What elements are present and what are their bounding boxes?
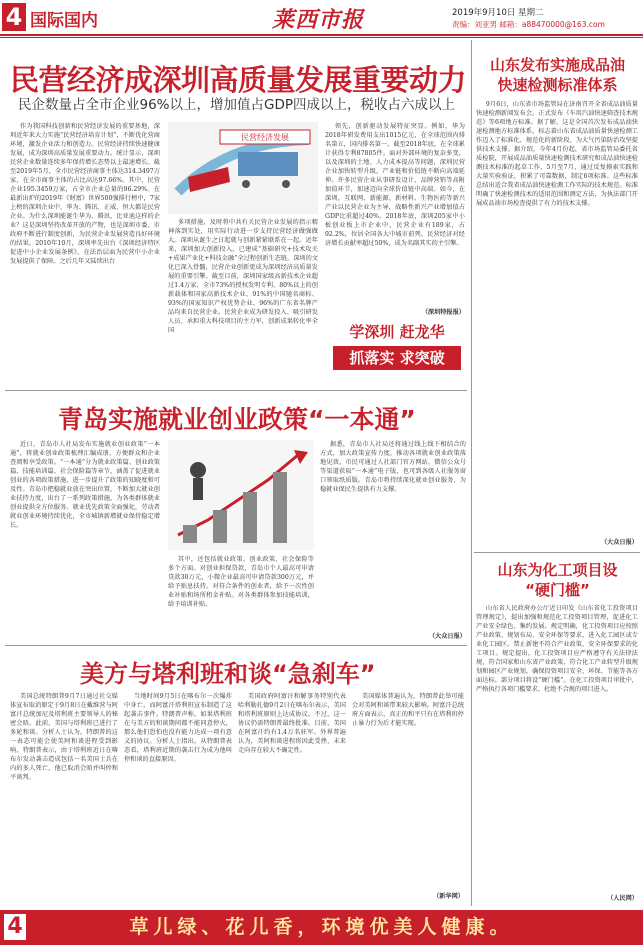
section-divider-2 [5,645,467,646]
talks-col-3: 美国政府阿富汗和解事务特别代表哈利勒扎德9月2日在喀布尔表示，美国和塔利班原则上达成协议。不过，这一协议仍需特朗普最终批准。目前，美国在阿富汗约有1.4万名驻军。外界普遍认为，美阿和谈进程将因此受挫，未来走向存在较大不确定性。 [238,693,346,754]
right2-body: 山东省人民政府办公厅近日印发《山东省化工投资项目管理规定》，提出加强和规范化工投资项目管理，促进化工产业安全绿色、集约发展。规定明确，化工投资项目应按照产业政策、规划布局、安全环保等要求，进入化工园区或专业化工园区。禁止新建不符合产业政策、安全环保要求的化工项目。规定提出，化工投资项目应严格遵守有关法律法规，符合国家和山东省产业政策，符合化工产业转型升级规划和园区产业规划，确保投资项目安全、环保、节能等各方面达标。部分项目将设“硬门槛”。在化工投资项目审批中，严格执行各项门槛要求，杜绝不合规的项目进入。 [476,605,638,693]
right1-source: （大众日报） [600,539,638,546]
banner-slogan: 草儿绿、花儿香，环境优美人健康。 [129,916,514,938]
paper-logo: 莱西市报 [272,7,365,33]
talks-col-1: 美国总统特朗普9月7日通过社交媒体宣布取消原定于9月8日在戴维营与阿富汗总统加尼及塔利班主要领导人的秘密会晤。此前，美国与塔利班已进行了多轮和谈。分析人士认为，特朗普的这一表态可能会使美阿和谈进程受到影响。特朗普表示，由于塔利班近日在喀布尔发动袭击造成包括一名美国士兵在内的多人死亡，他已取消会晤并叫停和平谈判。 [10,693,118,781]
section-title: 国际国内 [30,11,98,31]
qingdao-col-1: 近日，青岛市人社局发布实施就业创业政策“一本通”，将就业创业政策梳理汇编成册，方便群众和企业查阅和享受政策。“一本通”分为就业政策篇、创业政策篇、技能培训篇、社会保险篇等章节，涵盖了促进就业创业的各项政策措施，进一步提升了政策的知晓度和可及性。青岛市把稳就业放在突出位置，不断加大就业创业扶持力度，出台了一系列政策措施，为各类群体就业创业提供全方位服务。就业优先政策全面强化，劳动者就业创业环境持续优化，全市城镇新增就业保持稳定增长。 [10,441,160,529]
qingdao-source: （大众日报） [428,633,466,640]
right1-body: 9月6日，山东省市场监管局在济南召开全省成品油质量快速检测新闻发布会。正式发布《车用汽油快速筛查技术规范》等6项地方标准。据了解，这是全国首次发布成品油快速检测地方标准体系，标志着山东省成品油质量快速检测工作迈入了标准化、规范化的新阶段。为大气污染防治攻坚提供技术支撑。据介绍，今年4月份起，省市场监管局委托省质检院，开展成品油质量快速检测技术研究和成品油快速检测技术标准的起草工作，5月至7月，通过反复摸索实践和大量实验验证，积累了可靠数据，制定6项标准。这些标准总结出适合我省成品油快速检测工作实际的技术规范。标准明确了快速检测技术的适用范围和测定方法，为执法部门开展成品油市场检查提供了有力的技术支撑。 [476,101,638,207]
qingdao-illustration [168,440,314,550]
section-divider-1 [5,390,467,391]
lead-illustration [168,122,318,214]
lead-col-3: 领先，创新驱动发展特征突显。例如，华为2018年研发费用支出1015亿元，在全球范围内排名第五，国内排名第一。截至2018年底，在全球累计获得专利87805件。面对外部环境的复杂多变，以及深圳的土地、人力成本提高等问题，深圳民营企业加快转型升级，产业链和价值链不断向高端延伸。许多民营企业从事研发设计、品牌营销等高附加值环节，加速迈向全球价值链中高端。如今，在深圳，互联网、新能源、新材料、生物医药等新兴产业以民营企业为主导，战略性新兴产业增加值占GDP比重超过40%。2018年底，深圳205家中小板创业板上市企业中，民营企业有189家，占92.2%，位居全国各大中城市前列。民营经济对经济增长贡献率超过50%，成为名副其实的主引擎。 [325,123,465,247]
slogan-box [327,320,467,376]
column-divider [471,40,472,906]
right1-headline: 山东发布实施成品油 快速检测标准体系 [489,56,625,94]
slogan-line-2: 抓落实 求突破 [333,346,461,370]
lead-source: （深圳特报报） [421,309,465,316]
header-rule-thin [0,37,643,38]
qingdao-col-3: 据悉，青岛市人社局还将通过线上线下相结合的方式，加大政策宣传力度，推动各项就业创业政策落地见效。市民可通过人社部门官方网站、微信公众号等渠道获取“一本通”电子版，也可到各级人社服务窗口领取纸质版。青岛市将持续深化就业创业服务，为稳就业保民生提供有力支撑。 [320,441,466,493]
page-number: 4 [2,3,26,31]
bottom-banner [0,910,643,945]
lead-col-2: 多项措施，及时将中共有关民营企业发展的指示精神落到实处，用实际行动进一步支持民营经济做强做大。深圳从诞生之日起就与创新紧紧联系在一起。近年来，深圳加大创新投入，已建成“基础研究+技术攻关+成果产业化+科技金融”全过程创新生态链，深圳的文化已深入骨髓，民营企业创新更成为深圳经济高质量发展的重要引擎。截至目前，深圳国家级高新技术企业超过1.4万家，全市73%的授权发明专利、80%以上的创新载体和国家高新技术企业、91%的中国驰名商标、93%的国家知识产权优势企业、96%的广东省名牌产品均来自民营企业。民营企业成为研发投入、吸引研发人员、承担重大科技项目的主力军，创新成果转化率全国 [168,219,318,334]
right-divider [474,552,640,553]
banner-page-number: 4 [4,914,26,940]
slogan-line-1: 学深圳 赶龙华 [349,323,445,341]
talks-col-2: 当地时间9月5日在喀布尔一次爆炸中身亡，而阿富汗塔利班宣布制造了这起袭击事件。特朗普声称，如果塔利班在与美方的和谈期间都不能同意停火，那么他们恐怕也没有能力达成一项有意义的协议。分析人士指出，从特朗普表态看，塔利班近期的袭击行为成为他叫停和谈的直接原因。 [124,693,232,763]
qingdao-headline: 青岛实施就业创业政策“一本通” [58,405,416,434]
talks-headline: 美方与塔利班和谈“急刹车” [80,660,376,688]
talks-source: （新华网） [433,893,464,900]
talks-col-4: 美国媒体普遍认为，特朗普此举可能会对美阿和谈带来较大影响。阿富汗总统府方面表示，真正的和平只有在塔利班停止暴力行为后才能实现。 [352,693,464,727]
editor-info: 责编：刘亚男 邮箱：a88470000@163.com [452,20,605,29]
lead-headline: 民营经济成深圳高质量发展重要动力 [10,63,467,97]
right2-source: （人民网） [607,895,638,902]
qingdao-col-2: 其中，还包括就业政策、创业政策、社会保险等多个方面。对创业担保贷款，青岛市个人最高可申请贷款30万元，小微企业最高可申请贷款300万元，并给予贴息扶持。对符合条件的创业者，给予一次性创业补贴和场所租金补贴。对各类群体参加技能培训，给予培训补贴。 [168,556,314,608]
lead-illustration-banner: 民营经济发展 [241,133,289,142]
header-rule [0,34,643,36]
issue-date: 2019年9月10日 星期二 [452,8,544,18]
right2-headline: 山东为化工项目设 “硬门槛” [497,561,618,599]
lead-subhead: 民企数量占全市企业96%以上，增加值占GDP四成以上，税收占六成以上 [18,97,456,113]
lead-col-1: 作为我国科技创新和民营经济发展的重要基地，深圳近年来大力实施“民营经济培育计划”，不断优化营商环境，激发企业活力和创造力。民营经济持续快速健康发展，成为深圳高质量发展重要动力。统计显示，深圳民营企业数量连续多年保持增长态势以上最速增长。截至2019年5月，全市民营经济商事主体达314.3497万家，在全市商事主体的占比高达97.66%。其中，民营企业195.3459万家，占全市企业总量的96.29%。在最新出炉的2019年《财富》世界500强排行榜中，7家上榜的深圳企业中，华为、腾讯、正威、恒大都是民营企业。为什么深圳能诞生华为、腾讯、比亚迪这样的企业？这是深圳坚持改革开放的产物，也是深圳市委、市政府不断进行制度创新，为民营企业发展营造良好环境的结果。2010年10月，深圳率先出台《深圳经济特区促进中小企业发展条例》，在法治层面为民营中小企业发展提供了保障。之后几年又陆续出台 [10,123,160,265]
